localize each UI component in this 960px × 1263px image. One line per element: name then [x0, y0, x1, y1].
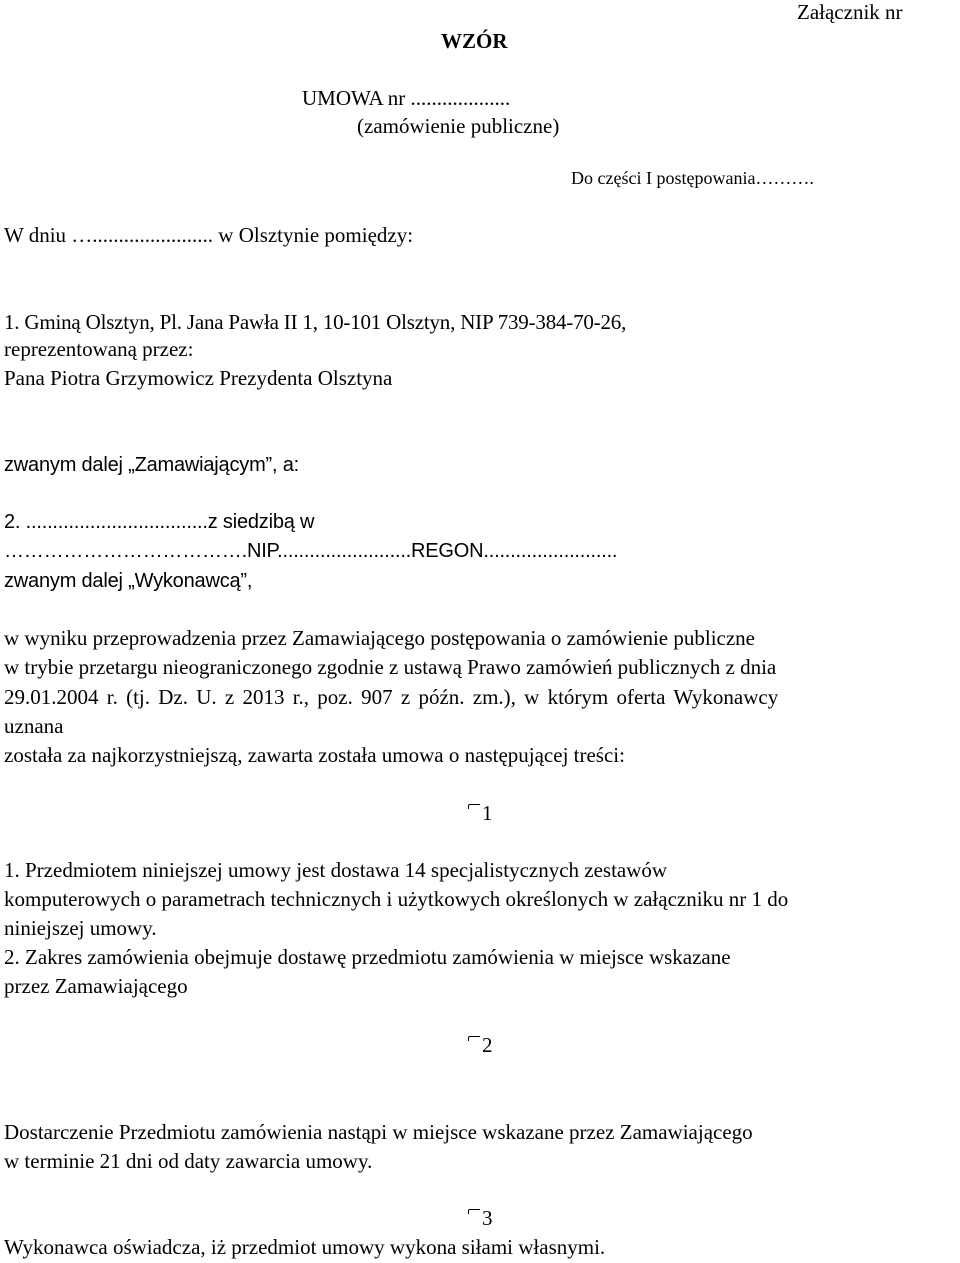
section-1-heading — [468, 803, 493, 824]
section-1-number: 1 — [482, 801, 493, 825]
annex-label: Załącznik nr — [797, 0, 903, 24]
party-1-line-2: reprezentowaną przez: — [4, 337, 194, 361]
section-1-p1-line-1: 1. Przedmiotem niniejszej umowy jest dostawa 14 specjalistycznych zestawów — [4, 858, 668, 882]
section-2-line-1: Dostarczenie Przedmiotu zamówienia nastąpi w miejsce wskazane przez Zamawiającego — [4, 1120, 753, 1144]
preamble-line-4: uznana — [4, 714, 64, 738]
preamble-line-2: w trybie przetargu nieograniczonego zgodnie z ustawą Prawo zamówień publicznych z dnia — [4, 655, 777, 679]
section-1-p1-line-2: komputerowych o parametrach technicznych i użytkowych określonych w załączniku nr 1 do — [4, 887, 789, 911]
section-1-p1-line-3: niniejszej umowy. — [4, 916, 157, 940]
date-place-line: W dniu …....................... w Olsztynie pomiędzy: — [4, 223, 414, 247]
preamble-line-5: została za najkorzystniejszą, zawarta została umowa o następującej treści: — [4, 743, 625, 767]
section-1-p2-line-2: przez Zamawiającego — [4, 974, 188, 998]
section-3-heading — [468, 1208, 493, 1229]
section-2-number: 2 — [482, 1033, 493, 1057]
section-sign-icon — [468, 1209, 476, 1227]
contract-subtitle: (zamówienie publiczne) — [357, 114, 560, 138]
section-3-line-1: Wykonawca oświadcza, iż przedmiot umowy wykona siłami własnymi. — [4, 1235, 606, 1259]
party-1-line-1: 1. Gminą Olsztyn, Pl. Jana Pawła II 1, 10-101 Olsztyn, NIP 739-384-70-26, — [4, 310, 627, 334]
section-2-heading — [468, 1035, 493, 1056]
party-2-line-2: ……………………………….NIP.........................REGON......................... — [4, 540, 618, 562]
party-2-designation: zwanym dalej „Wykonawcą”, — [4, 570, 253, 592]
contract-title: UMOWA nr ................... — [302, 86, 511, 110]
party-1-line-3: Pana Piotra Grzymowicz Prezydenta Olsztyna — [4, 366, 393, 390]
section-2-line-2: w terminie 21 dni od daty zawarcia umowy. — [4, 1149, 373, 1173]
template-label: WZÓR — [441, 29, 508, 53]
section-3-number: 3 — [482, 1206, 493, 1230]
preamble-line-3: 29.01.2004 r. (tj. Dz. U. z 2013 r., poz. 907 z późn. zm.), w którym oferta Wykonawcy — [4, 685, 779, 709]
party-2-line-1: 2. ..................................z siedzibą w — [4, 511, 315, 533]
preamble-line-1: w wyniku przeprowadzenia przez Zamawiającego postępowania o zamówienie publiczne — [4, 626, 756, 650]
section-1-p2-line-1: 2. Zakres zamówienia obejmuje dostawę przedmiotu zamówienia w miejsce wskazane — [4, 945, 731, 969]
section-sign-icon — [468, 1036, 476, 1054]
party-1-designation: zwanym dalej „Zamawiającym”, a: — [4, 454, 299, 476]
section-sign-icon — [468, 804, 476, 822]
part-reference: Do części I postępowania………. — [571, 168, 814, 188]
